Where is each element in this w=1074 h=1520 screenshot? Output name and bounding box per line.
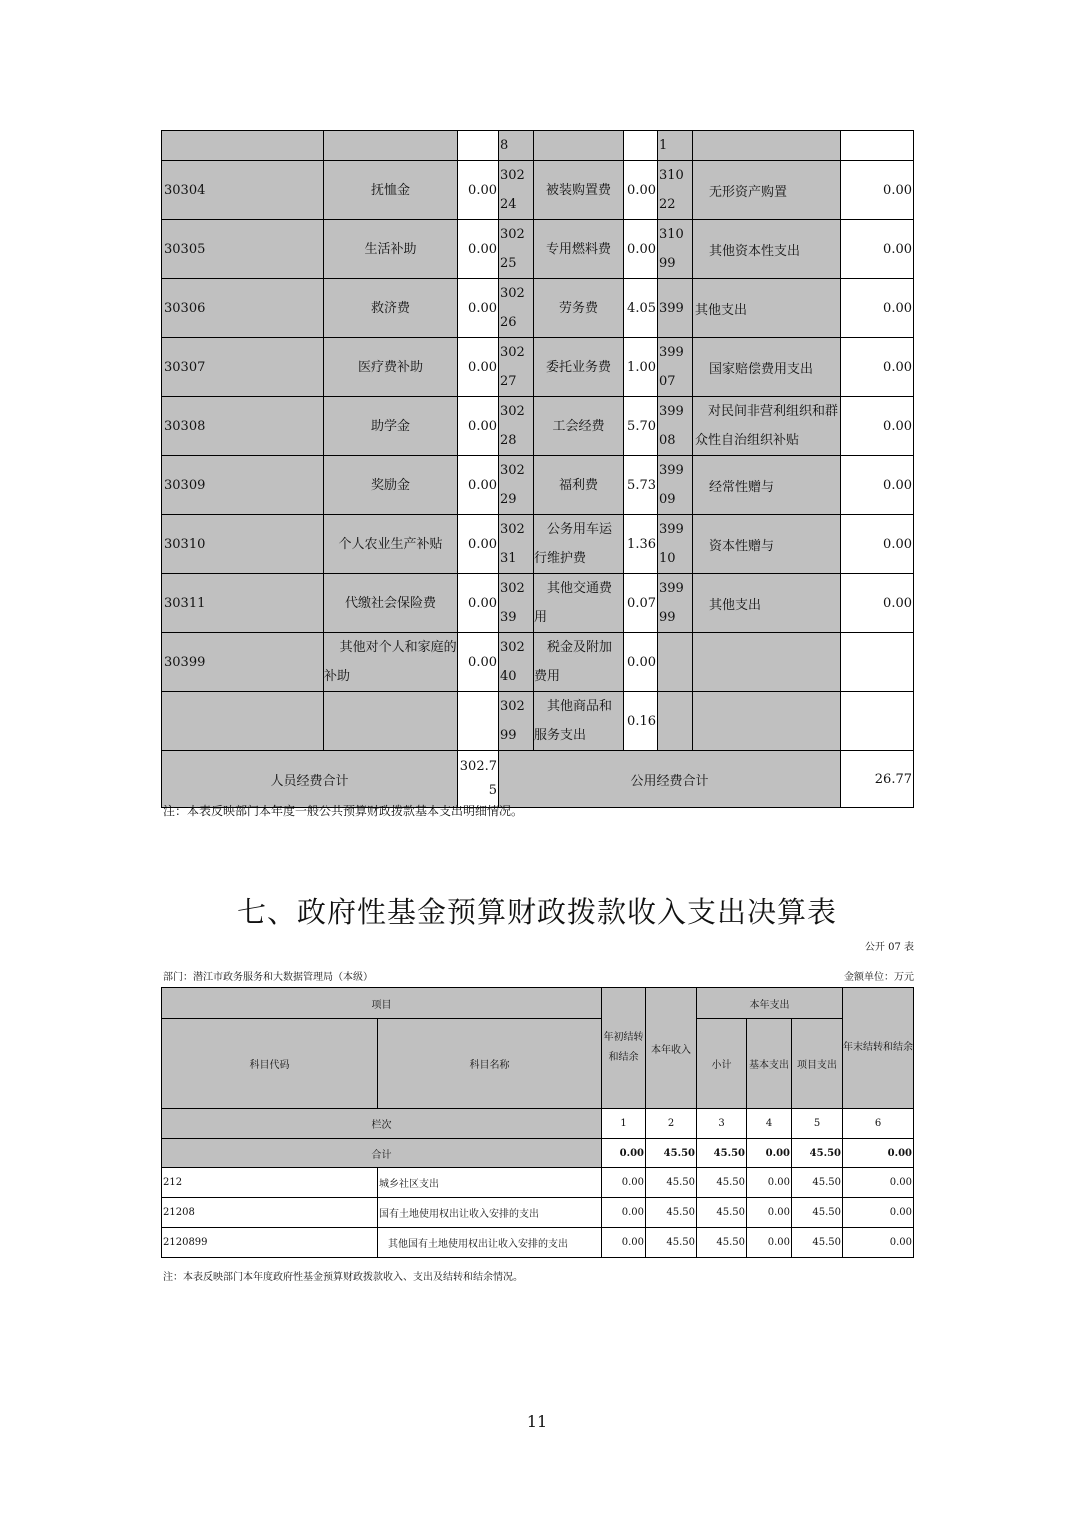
table-row — [162, 338, 914, 397]
table-row — [162, 692, 914, 751]
row-name3 — [693, 633, 841, 692]
row-code: 30305 — [162, 220, 324, 279]
row-name: 生活补助 — [324, 220, 458, 279]
row-code3: 399 — [658, 279, 693, 338]
row-value: 45.50 — [697, 1228, 747, 1258]
table-row — [162, 574, 914, 633]
row-value: 0.00 — [843, 1228, 914, 1258]
header-end-balance: 年末结转和结余 — [843, 988, 914, 1109]
row-code: 2120899 — [162, 1228, 378, 1258]
row-code: 30310 — [162, 515, 324, 574]
col-index: 6 — [843, 1109, 914, 1139]
header-basic: 基本支出 — [747, 1019, 792, 1109]
public-total-label: 公用经费合计 — [499, 751, 841, 808]
row-name3: 国家赔偿费用支出 — [693, 338, 841, 397]
row-code: 30307 — [162, 338, 324, 397]
row-code — [162, 692, 324, 751]
row-value: 45.50 — [697, 1198, 747, 1228]
row-amount2: 0.00 — [624, 220, 658, 279]
row-code3: 39999 — [658, 574, 693, 633]
row-amount2: 0.00 — [624, 633, 658, 692]
row-code2: 30228 — [499, 397, 534, 456]
row-name: 城乡社区支出 — [378, 1168, 602, 1198]
row-code2: 30227 — [499, 338, 534, 397]
row-value: 45.50 — [792, 1168, 843, 1198]
row-amount2: 4.05 — [624, 279, 658, 338]
row-amount3 — [841, 692, 914, 751]
totals-row — [162, 751, 914, 808]
column-index-row — [162, 1109, 914, 1139]
row-name2 — [534, 131, 624, 161]
row-name2: 公务用车运行维护费 — [534, 515, 624, 574]
total-row — [162, 1139, 914, 1168]
row-name: 个人农业生产补贴 — [324, 515, 458, 574]
row-amount — [458, 692, 499, 751]
col-index: 4 — [747, 1109, 792, 1139]
table-number: 公开 07 表 — [864, 942, 914, 953]
unit-label: 金额单位：万元 — [844, 972, 914, 983]
table-row — [162, 161, 914, 220]
row-amount: 0.00 — [458, 456, 499, 515]
row-value: 0.00 — [747, 1198, 792, 1228]
row-amount3 — [841, 633, 914, 692]
row-amount: 0.00 — [458, 633, 499, 692]
total-value: 45.50 — [697, 1139, 747, 1168]
row-amount3: 0.00 — [841, 279, 914, 338]
table2-body — [162, 1168, 914, 1258]
total-value: 0.00 — [843, 1139, 914, 1168]
row-name2: 工会经费 — [534, 397, 624, 456]
row-name2: 其他商品和服务支出 — [534, 692, 624, 751]
row-amount3: 0.00 — [841, 456, 914, 515]
table-row — [162, 131, 914, 161]
row-name2: 专用燃料费 — [534, 220, 624, 279]
column-index-label: 栏次 — [162, 1109, 602, 1139]
row-name2: 劳务费 — [534, 279, 624, 338]
government-fund-table — [161, 987, 914, 1258]
row-name3: 资本性赠与 — [693, 515, 841, 574]
row-name: 助学金 — [324, 397, 458, 456]
row-amount: 0.00 — [458, 279, 499, 338]
row-amount2: 1.36 — [624, 515, 658, 574]
row-code3: 39909 — [658, 456, 693, 515]
row-name2: 税金及附加费用 — [534, 633, 624, 692]
row-amount2: 0.16 — [624, 692, 658, 751]
row-code2: 30231 — [499, 515, 534, 574]
row-code: 30309 — [162, 456, 324, 515]
row-amount: 0.00 — [458, 397, 499, 456]
row-code: 212 — [162, 1168, 378, 1198]
total-value: 45.50 — [792, 1139, 843, 1168]
row-code3: 39907 — [658, 338, 693, 397]
row-value: 0.00 — [843, 1168, 914, 1198]
row-amount2: 1.00 — [624, 338, 658, 397]
row-name3: 其他资本性支出 — [693, 220, 841, 279]
row-value: 45.50 — [646, 1198, 697, 1228]
row-name: 抚恤金 — [324, 161, 458, 220]
row-value: 0.00 — [843, 1198, 914, 1228]
row-name2: 委托业务费 — [534, 338, 624, 397]
row-code2: 30299 — [499, 692, 534, 751]
row-value: 0.00 — [747, 1168, 792, 1198]
row-amount2 — [624, 131, 658, 161]
row-code: 30304 — [162, 161, 324, 220]
row-amount2: 0.07 — [624, 574, 658, 633]
header-begin-balance: 年初结转和结余 — [602, 988, 646, 1109]
row-code: 30399 — [162, 633, 324, 692]
row-code2: 30224 — [499, 161, 534, 220]
row-code3: 1 — [658, 131, 693, 161]
table-row — [162, 397, 914, 456]
table-row — [162, 1228, 914, 1258]
header-name: 科目名称 — [378, 1019, 602, 1109]
row-code3 — [658, 692, 693, 751]
row-name3: 对民间非营利组织和群众性自治组织补贴 — [693, 397, 841, 456]
row-name: 医疗费补助 — [324, 338, 458, 397]
row-value: 45.50 — [646, 1168, 697, 1198]
row-amount3: 0.00 — [841, 161, 914, 220]
row-name: 其他对个人和家庭的补助 — [324, 633, 458, 692]
row-amount2: 5.73 — [624, 456, 658, 515]
row-code: 30311 — [162, 574, 324, 633]
header-expense: 本年支出 — [697, 988, 843, 1019]
row-name3: 经常性赠与 — [693, 456, 841, 515]
row-code — [162, 131, 324, 161]
col-index: 1 — [602, 1109, 646, 1139]
row-name: 奖励金 — [324, 456, 458, 515]
header-code: 科目代码 — [162, 1019, 378, 1109]
row-amount3: 0.00 — [841, 397, 914, 456]
col-index: 2 — [646, 1109, 697, 1139]
table-row — [162, 1198, 914, 1228]
row-name3: 无形资产购置 — [693, 161, 841, 220]
total-value: 0.00 — [747, 1139, 792, 1168]
row-code2: 30240 — [499, 633, 534, 692]
row-code2: 30225 — [499, 220, 534, 279]
row-value: 0.00 — [602, 1228, 646, 1258]
row-amount: 0.00 — [458, 574, 499, 633]
row-value: 45.50 — [697, 1168, 747, 1198]
department-label: 部门：潜江市政务服务和大数据管理局（本级） — [163, 972, 373, 983]
table1-body — [162, 131, 914, 751]
row-amount3: 0.00 — [841, 338, 914, 397]
header-project: 项目支出 — [792, 1019, 843, 1109]
row-amount3: 0.00 — [841, 220, 914, 279]
header-item: 项目 — [162, 988, 602, 1019]
personnel-total: 302.75 — [458, 751, 499, 808]
row-code: 30306 — [162, 279, 324, 338]
row-code: 21208 — [162, 1198, 378, 1228]
row-name — [324, 692, 458, 751]
row-name3: 其他支出 — [693, 574, 841, 633]
row-value: 0.00 — [602, 1198, 646, 1228]
row-amount: 0.00 — [458, 338, 499, 397]
row-amount3: 0.00 — [841, 515, 914, 574]
page-number: 11 — [526, 1412, 548, 1431]
row-amount3 — [841, 131, 914, 161]
row-value: 45.50 — [792, 1198, 843, 1228]
row-name — [324, 131, 458, 161]
header-subtotal: 小计 — [697, 1019, 747, 1109]
row-name: 救济费 — [324, 279, 458, 338]
row-amount2: 5.70 — [624, 397, 658, 456]
table-row — [162, 633, 914, 692]
row-name2: 福利费 — [534, 456, 624, 515]
row-value: 45.50 — [792, 1228, 843, 1258]
row-name3 — [693, 692, 841, 751]
col-index: 5 — [792, 1109, 843, 1139]
table-row — [162, 279, 914, 338]
row-code3: 39908 — [658, 397, 693, 456]
row-code2: 30239 — [499, 574, 534, 633]
row-code3: 39910 — [658, 515, 693, 574]
total-label: 合计 — [162, 1139, 602, 1168]
personnel-total-label: 人员经费合计 — [162, 751, 458, 808]
table-row — [162, 456, 914, 515]
table-row — [162, 1168, 914, 1198]
row-name3: 其他支出 — [693, 279, 841, 338]
table1-note: 注：本表反映部门本年度一般公共预算财政拨款基本支出明细情况。 — [163, 804, 524, 818]
row-name: 国有土地使用权出让收入安排的支出 — [378, 1198, 602, 1228]
row-code: 30308 — [162, 397, 324, 456]
row-code3: 31099 — [658, 220, 693, 279]
page-title: 七、政府性基金预算财政拨款收入支出决算表 — [236, 895, 837, 929]
row-code2: 8 — [499, 131, 534, 161]
header-income: 本年收入 — [646, 988, 697, 1109]
row-code3 — [658, 633, 693, 692]
table2-note: 注：本表反映部门本年度政府性基金预算财政拨款收入、支出及结转和结余情况。 — [163, 1272, 523, 1283]
row-amount: 0.00 — [458, 161, 499, 220]
row-name2: 其他交通费用 — [534, 574, 624, 633]
row-amount3: 0.00 — [841, 574, 914, 633]
row-code2: 30229 — [499, 456, 534, 515]
row-value: 45.50 — [646, 1228, 697, 1258]
table-row — [162, 515, 914, 574]
row-value: 0.00 — [747, 1228, 792, 1258]
total-value: 45.50 — [646, 1139, 697, 1168]
row-amount — [458, 131, 499, 161]
row-name3 — [693, 131, 841, 161]
row-value: 0.00 — [602, 1168, 646, 1198]
row-amount2: 0.00 — [624, 161, 658, 220]
row-amount: 0.00 — [458, 220, 499, 279]
row-name: 代缴社会保险费 — [324, 574, 458, 633]
row-code3: 31022 — [658, 161, 693, 220]
basic-expenditure-detail-table — [161, 130, 914, 808]
row-code2: 30226 — [499, 279, 534, 338]
public-total: 26.77 — [841, 751, 914, 808]
total-value: 0.00 — [602, 1139, 646, 1168]
row-name2: 被装购置费 — [534, 161, 624, 220]
table-row — [162, 220, 914, 279]
col-index: 3 — [697, 1109, 747, 1139]
row-amount: 0.00 — [458, 515, 499, 574]
row-name: 其他国有土地使用权出让收入安排的支出 — [378, 1228, 602, 1258]
